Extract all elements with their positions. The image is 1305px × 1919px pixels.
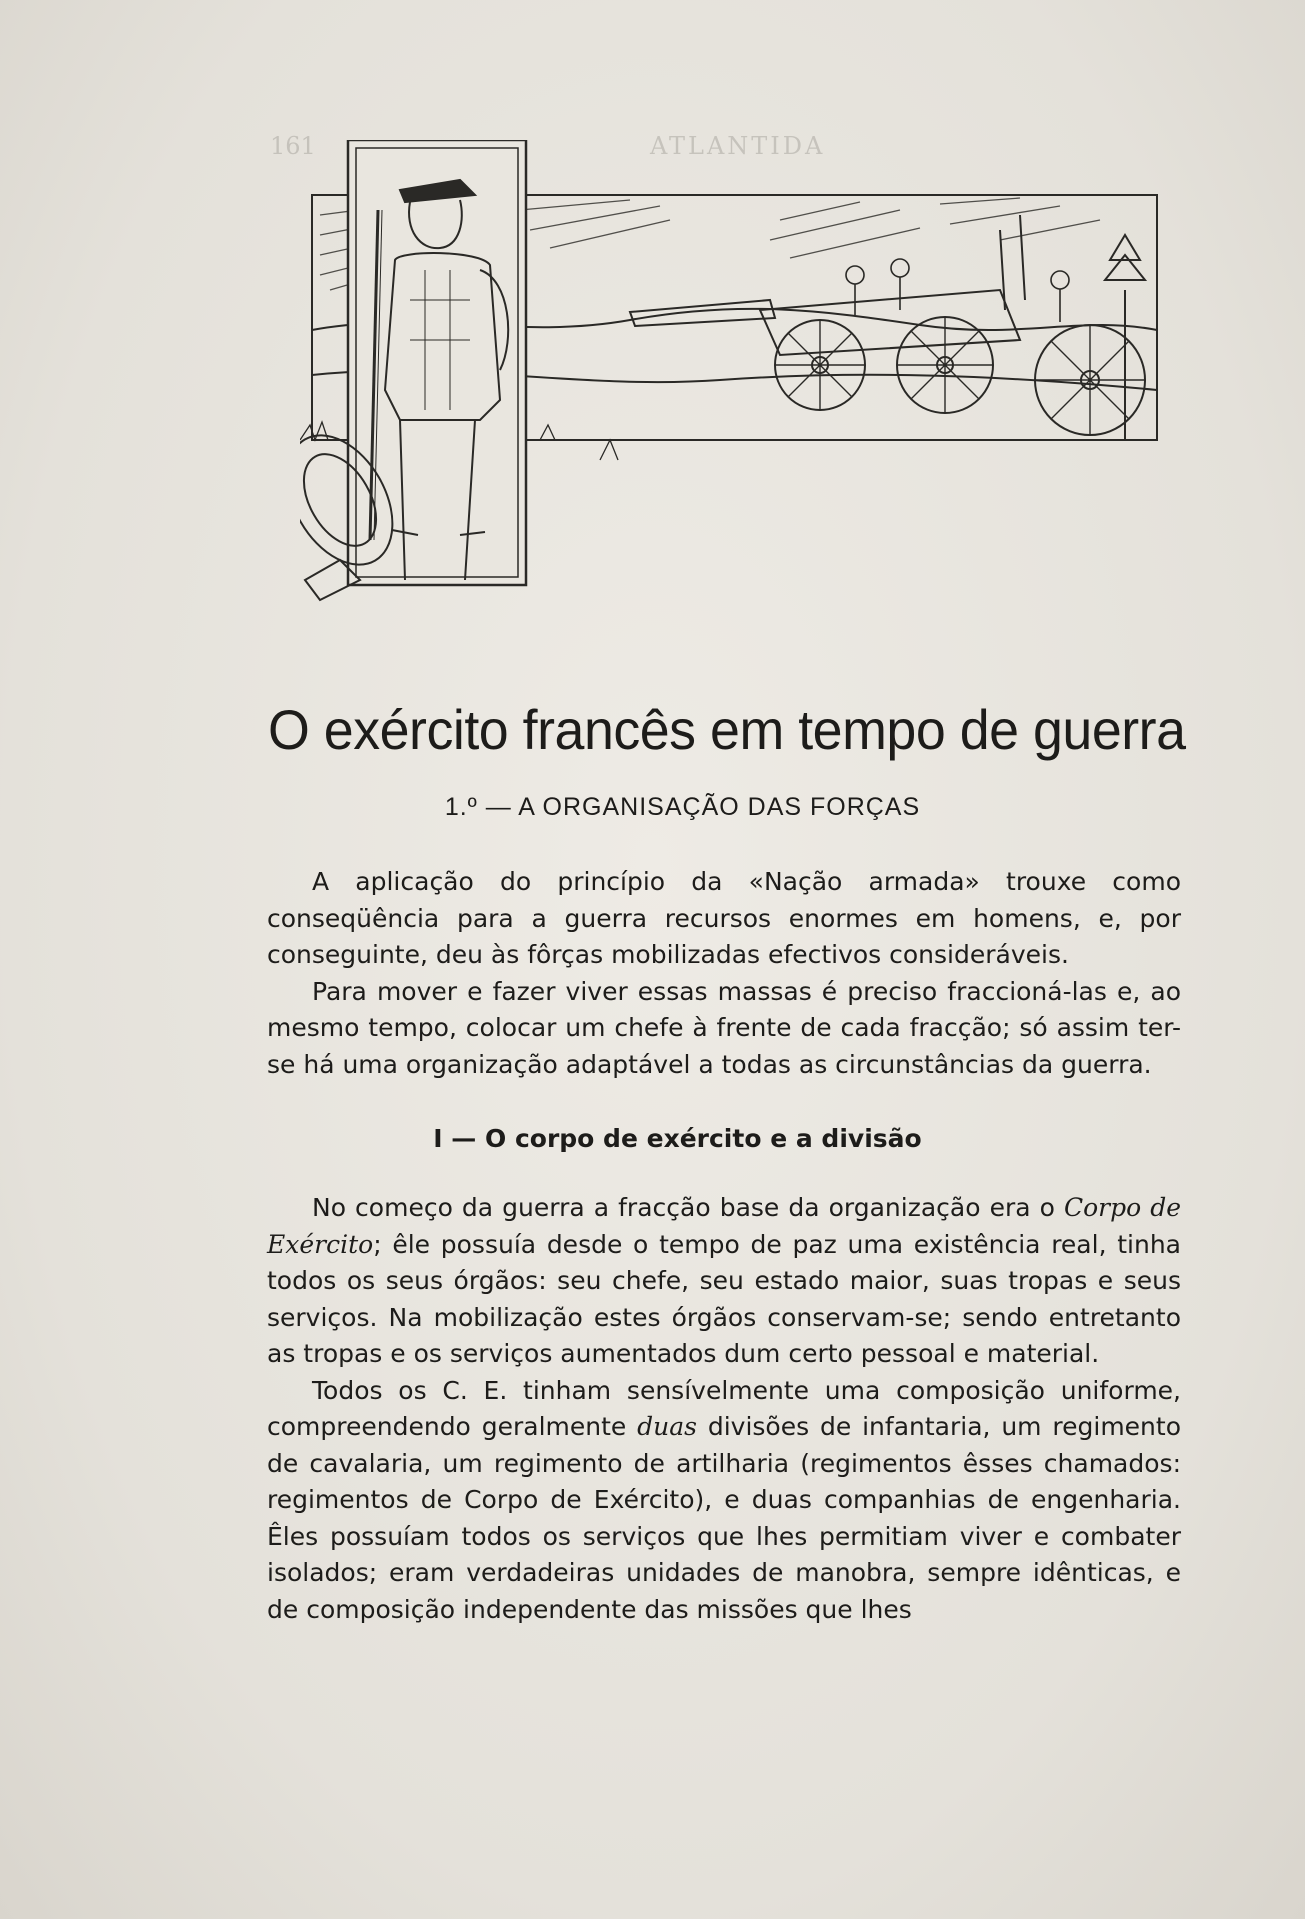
bleed-through-running-head: ATLANTIDA — [650, 132, 826, 160]
paragraph — [267, 1190, 1181, 1373]
paragraph-text: No começo da guerra a fracção base da organização era o — [312, 1193, 1064, 1222]
paragraph-text: Todos os C. E. tinham sensívelmente uma composição uniforme, compreendendo geralmente — [267, 1375, 1181, 1441]
paragraph: A aplicação do princípio da «Nação armada» trouxe como conseqüência para a guerra recursos enormes em homens, e, por conseguinte, deu às fôrças mobilizadas efectivos consideráveis. — [267, 867, 1181, 969]
italic-term: duas — [637, 1412, 697, 1441]
bleed-through-page-number: 161 — [270, 132, 316, 160]
paragraph: Para mover e fazer viver essas massas é preciso fraccioná-las e, ao mesmo tempo, colocar um chefe à frente de cada fracção; só assim ter-se há uma organização adaptável a todas as circunstâncias da guerra. — [267, 976, 1181, 1079]
chapter-title: O exército francês em tempo de guerra — [268, 698, 1186, 761]
italic-term: Corpo de Exército — [267, 1193, 1181, 1259]
subsection-heading: I — O corpo de exército e a divisão — [433, 1124, 922, 1153]
body-text-corps — [267, 1190, 1181, 1628]
body-text-intro — [267, 864, 1181, 1083]
section-heading: 1.º — A ORGANISAÇÃO DAS FORÇAS — [444, 793, 921, 821]
soldier-artillery-illustration — [300, 140, 1170, 620]
paragraph-text: divisões de infantaria, um regimento de cavalaria, um regimento de artilharia (regimentos êsses chamados: regimentos de Corpo de Exército), e duas companhias de engenharia. Êles possuíam todos os serviços que lhes permitiam viver e combater isolados; eram verdadeiras unidades de manobra, sempre idênticas, e de composição independente das missões que lhes — [267, 1412, 1181, 1624]
paragraph-text: ; êle possuía desde o tempo de paz uma existência real, tinha todos os seus órgãos: seu chefe, seu estado maior, suas tropas e seus serviços. Na mobilização estes órgãos conservam-se; sendo entretanto as tropas e os serviços aumentados dum certo pessoal e material. — [267, 1229, 1181, 1368]
paragraph — [267, 1373, 1181, 1629]
